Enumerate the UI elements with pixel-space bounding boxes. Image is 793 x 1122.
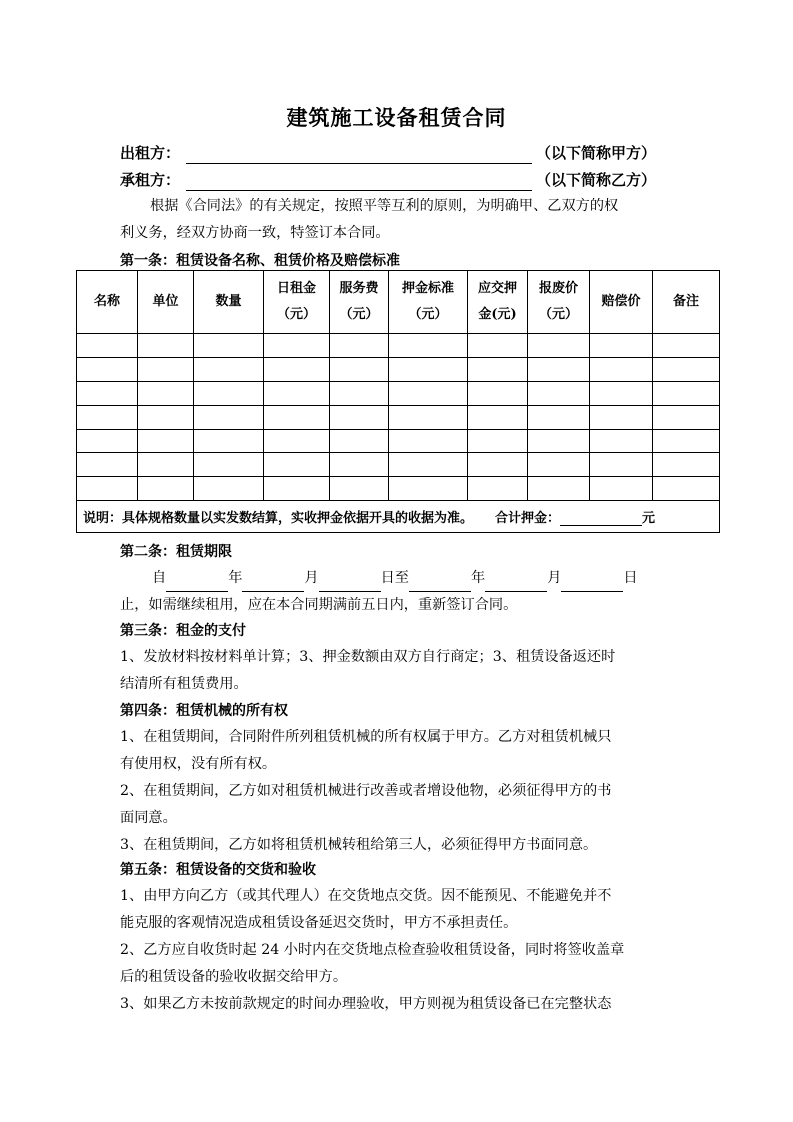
- article-3-body: 1、发放材料按材料单计算；3、押金数额由双方自行商定；3、租赁设备返还时 结清所有租赁费用。: [120, 649, 616, 692]
- table-cell[interactable]: [194, 334, 264, 358]
- table-cell[interactable]: [77, 357, 138, 381]
- table-cell[interactable]: [528, 405, 590, 429]
- table-cell[interactable]: [468, 405, 528, 429]
- end-day-field[interactable]: [561, 575, 623, 592]
- intro-paragraph: [120, 193, 680, 247]
- col-header-remarks: 备注: [653, 271, 720, 334]
- table-cell[interactable]: [264, 453, 330, 477]
- table-cell[interactable]: [653, 381, 720, 405]
- table-cell[interactable]: [77, 477, 138, 501]
- table-cell[interactable]: [590, 381, 653, 405]
- table-cell[interactable]: [590, 429, 653, 453]
- table-cell[interactable]: [194, 357, 264, 381]
- table-cell[interactable]: [653, 453, 720, 477]
- article-1-heading: 第一条：租赁设备名称、租赁价格及赔偿标准: [120, 253, 400, 269]
- table-cell[interactable]: [138, 334, 194, 358]
- lessee-suffix: （以下简称乙方）: [536, 171, 657, 189]
- table-cell[interactable]: [138, 477, 194, 501]
- lessee-line: [120, 169, 656, 191]
- table-cell[interactable]: [194, 477, 264, 501]
- col-header-name: 名称: [77, 271, 138, 334]
- table-cell[interactable]: [528, 477, 590, 501]
- table-cell[interactable]: [330, 477, 389, 501]
- table-cell[interactable]: [590, 477, 653, 501]
- lessor-suffix: （以下简称甲方）: [536, 144, 657, 162]
- table-cell[interactable]: [138, 405, 194, 429]
- start-month-field[interactable]: [242, 575, 304, 592]
- table-cell[interactable]: [330, 334, 389, 358]
- table-cell[interactable]: [528, 453, 590, 477]
- lessee-label: 承租方：: [120, 171, 181, 189]
- article-4-heading: 第四条：租赁机械的所有权: [120, 703, 288, 719]
- table-cell[interactable]: [264, 357, 330, 381]
- end-year-field[interactable]: [409, 575, 471, 592]
- lease-period-line: 自 年 月 日至 年 月 日: [120, 565, 680, 592]
- table-cell[interactable]: [389, 477, 468, 501]
- total-deposit-label: 合计押金：: [495, 511, 561, 527]
- table-cell[interactable]: [264, 381, 330, 405]
- lessee-name-field[interactable]: [186, 172, 532, 191]
- table-cell[interactable]: [590, 405, 653, 429]
- table-row: [77, 453, 720, 477]
- table-cell[interactable]: [389, 453, 468, 477]
- intro-line-1: 根据《合同法》的有关规定，按照平等互利的原则，为明确甲、乙双方的权: [150, 198, 619, 214]
- table-cell[interactable]: [138, 357, 194, 381]
- table-cell[interactable]: [653, 477, 720, 501]
- table-note-text: 说明：具体规格数量以实发数结算，实收押金依据开具的收据为准。: [83, 511, 474, 527]
- col-header-daily-rent: 日租金 （元）: [264, 271, 330, 334]
- table-cell[interactable]: [330, 381, 389, 405]
- table-cell[interactable]: [264, 405, 330, 429]
- table-row: [77, 357, 720, 381]
- table-cell[interactable]: [528, 334, 590, 358]
- total-deposit-unit: 元: [642, 511, 656, 527]
- col-header-quantity: 数量: [194, 271, 264, 334]
- table-cell[interactable]: [264, 334, 330, 358]
- lessor-name-field[interactable]: [186, 145, 532, 164]
- table-cell[interactable]: [194, 405, 264, 429]
- table-cell[interactable]: [468, 477, 528, 501]
- table-cell[interactable]: [330, 405, 389, 429]
- table-cell[interactable]: [138, 429, 194, 453]
- table-cell[interactable]: [77, 381, 138, 405]
- table-cell[interactable]: [194, 429, 264, 453]
- table-cell[interactable]: [468, 429, 528, 453]
- table-cell[interactable]: [77, 429, 138, 453]
- article-5-body: 1、由甲方向乙方（或其代理人）在交货地点交货。因不能预见、不能避免并不 能克服的客观情况造成租赁设备延迟交货时，甲方不承担责任。 2、乙方应自收货时起 24 小时内在交货地点检查验收租赁设备，同时将签收盖章 后的租赁设备的验收收据交给甲方。 3、如果乙方未按前款规定的时间办理验收，甲方则视为租赁设备已在完整状态: [120, 888, 625, 1012]
- col-header-scrap-price: 报废价 （元）: [528, 271, 590, 334]
- intro-line-2: 利义务，经双方协商一致，特签订本合同。: [120, 225, 390, 241]
- document-title: 建筑施工设备租赁合同: [286, 105, 507, 130]
- table-cell[interactable]: [468, 381, 528, 405]
- total-deposit-field[interactable]: [560, 509, 642, 526]
- col-header-service-fee: 服务费 （元）: [330, 271, 389, 334]
- table-row: [77, 429, 720, 453]
- table-cell[interactable]: [389, 357, 468, 381]
- table-header-row: [77, 271, 720, 334]
- table-cell[interactable]: [138, 381, 194, 405]
- table-cell[interactable]: [590, 357, 653, 381]
- table-cell[interactable]: [528, 429, 590, 453]
- table-note-row: [77, 501, 720, 533]
- table-cell[interactable]: [389, 429, 468, 453]
- table-cell[interactable]: [590, 334, 653, 358]
- lessor-label: 出租方：: [120, 144, 181, 162]
- table-cell[interactable]: [389, 381, 468, 405]
- start-day-field[interactable]: [319, 575, 381, 592]
- table-cell[interactable]: [653, 429, 720, 453]
- col-header-deposit-due: 应交押 金(元): [468, 271, 528, 334]
- table-row: [77, 477, 720, 501]
- col-header-unit: 单位: [138, 271, 194, 334]
- table-cell[interactable]: [330, 429, 389, 453]
- table-note-cell: [77, 501, 720, 533]
- start-year-field[interactable]: [166, 575, 228, 592]
- col-header-deposit-standard: 押金标准 （元）: [389, 271, 468, 334]
- table-cell[interactable]: [138, 453, 194, 477]
- table-cell[interactable]: [653, 405, 720, 429]
- article-2-line-2: 止，如需继续租用，应在本合同期满前五日内，重新签订合同。: [120, 597, 518, 613]
- table-cell[interactable]: [468, 453, 528, 477]
- table-cell[interactable]: [77, 453, 138, 477]
- table-cell[interactable]: [653, 357, 720, 381]
- table-cell[interactable]: [194, 453, 264, 477]
- table-cell[interactable]: [77, 334, 138, 358]
- table-cell[interactable]: [528, 357, 590, 381]
- table-cell[interactable]: [330, 357, 389, 381]
- table-cell[interactable]: [264, 477, 330, 501]
- table-cell[interactable]: [528, 381, 590, 405]
- table-cell[interactable]: [330, 453, 389, 477]
- article-4-body: 1、在租赁期间，合同附件所列租赁机械的所有权属于甲方。乙方对租赁机械只 有使用权，没有所有权。 2、在租赁期间，乙方如对租赁机械进行改善或者增设他物，必须征得甲方的书 面同意。 3、在租赁期间，乙方如将租赁机械转租给第三人，必须征得甲方书面同意。: [120, 729, 612, 853]
- table-cell[interactable]: [264, 429, 330, 453]
- article-5-heading: 第五条：租赁设备的交货和验收: [120, 862, 316, 878]
- table-row: [77, 381, 720, 405]
- article-2-heading: 第二条：租赁期限: [120, 544, 232, 560]
- article-2-body: [120, 565, 680, 619]
- end-month-field[interactable]: [485, 575, 547, 592]
- table-cell[interactable]: [468, 334, 528, 358]
- table-row: [77, 334, 720, 358]
- table-cell[interactable]: [77, 405, 138, 429]
- table-cell[interactable]: [653, 334, 720, 358]
- table-cell[interactable]: [389, 334, 468, 358]
- table-cell[interactable]: [468, 357, 528, 381]
- table-cell[interactable]: [590, 453, 653, 477]
- equipment-table: [76, 270, 720, 533]
- table-cell[interactable]: [389, 405, 468, 429]
- article-3-heading: 第三条：租金的支付: [120, 623, 246, 639]
- col-header-compensation: 赔偿价: [590, 271, 653, 334]
- lessor-line: [120, 142, 656, 164]
- table-row: [77, 405, 720, 429]
- table-cell[interactable]: [194, 381, 264, 405]
